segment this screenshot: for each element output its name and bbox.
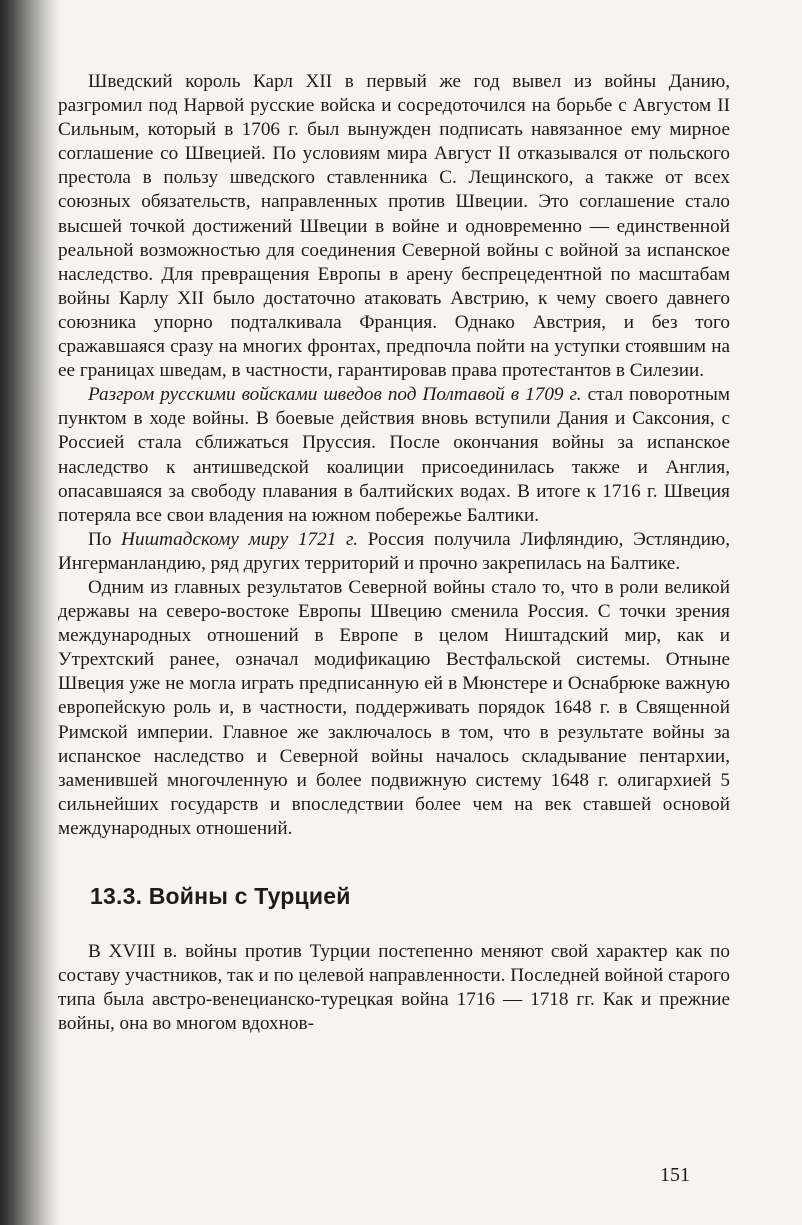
page-body: [58, 70, 730, 1036]
nystad-emphasis: Ништадскому миру 1721 г.: [121, 528, 359, 550]
book-spine-shadow: [0, 0, 60, 1225]
paragraph-charles-xii: [58, 70, 730, 383]
paragraph-text: Россия получила Лифляндию, Эстляндию, Ингерманландию, ряд других территорий и прочно закрепилась на Балтике.: [58, 528, 731, 574]
paragraph-results: [58, 576, 730, 841]
page-number: 151: [660, 1164, 690, 1186]
paragraph-text: стал поворотным пунктом в ходе войны. В боевые действия вновь вступили Дания и Саксония, с Россией стала сближаться Пруссия. После окончания войны за испанское наследство к антишведской коалиции присоединилась также и Англия, опасавшаяся за свободу плавания в балтийских водах. В итоге к 1716 г. Швеция потеряла все свои владения на южном побережье Балтики.: [58, 384, 731, 526]
paragraph-prefix: По: [88, 528, 122, 550]
paragraph-nystad: [58, 528, 730, 576]
section-heading: 13.3. Войны с Турцией: [90, 883, 351, 909]
poltava-emphasis: Разгром русскими войсками шведов под Полтавой в 1709 г.: [88, 384, 582, 406]
paragraph-text: Одним из главных результатов Северной войны стало то, что в роли великой державы на северо-востоке Европы Швецию сменила Россия. С точки зрения международных отношений в Европе в целом Ништадский мир, как и Утрехтский ранее, означал модификацию Вестфальской системы. Отныне Швеция уже не могла играть предписанную ей в Мюнстере и Оснабрюке важную европейскую роль и, в частности, поддерживать порядок 1648 г. в Священной Римской империи. Главное же заключалось в том, что в результате войны за испанское наследство и Северной войны началось складывание пентархии, заменившей многочленную и более подвижную систему 1648 г. олигархией 5 сильнейших государств и впоследствии более чем на век ставшей основой международных отношений.: [58, 576, 730, 839]
paragraph-text: В XVIII в. войны против Турции постепенно меняют свой характер как по составу участников, так и по целевой направленности. Последней войной старого типа была австро-венецианско-турецкая война 1716 — 1718 гг. Как и прежние войны, она во многом вдохнов-: [58, 941, 730, 1035]
paragraph-turkey-wars: [58, 940, 730, 1036]
paragraph-poltava: [58, 383, 730, 528]
paragraph-text: Шведский король Карл XII в первый же год вывел из войны Данию, разгромил под Нарвой русские войска и сосредоточился на борьбе с Августом II Сильным, который в 1706 г. был вынужден подписать навязанное ему мирное соглашение со Швецией. По условиям мира Август II отказывался от польского престола в пользу шведского ставленника С. Лещинского, а также от всех союзных обязательств, направленных против Швеции. Это соглашение стало высшей точкой достижений Швеции в войне и одновременно — единственной реальной возможностью для соединения Северной войны с войной за испанское наследство. Для превращения Европы в арену беспрецедентной по масштабам войны Карлу XII было достаточно атаковать Австрию, к чему своего давнего союзника упорно подталкивала Франция. Однако Австрия, и без того сражавшаяся сразу на многих фронтах, предпочла пойти на уступки стоявшим на ее границах шведам, в частности, гарантировав права протестантов в Силезии.: [58, 71, 730, 382]
